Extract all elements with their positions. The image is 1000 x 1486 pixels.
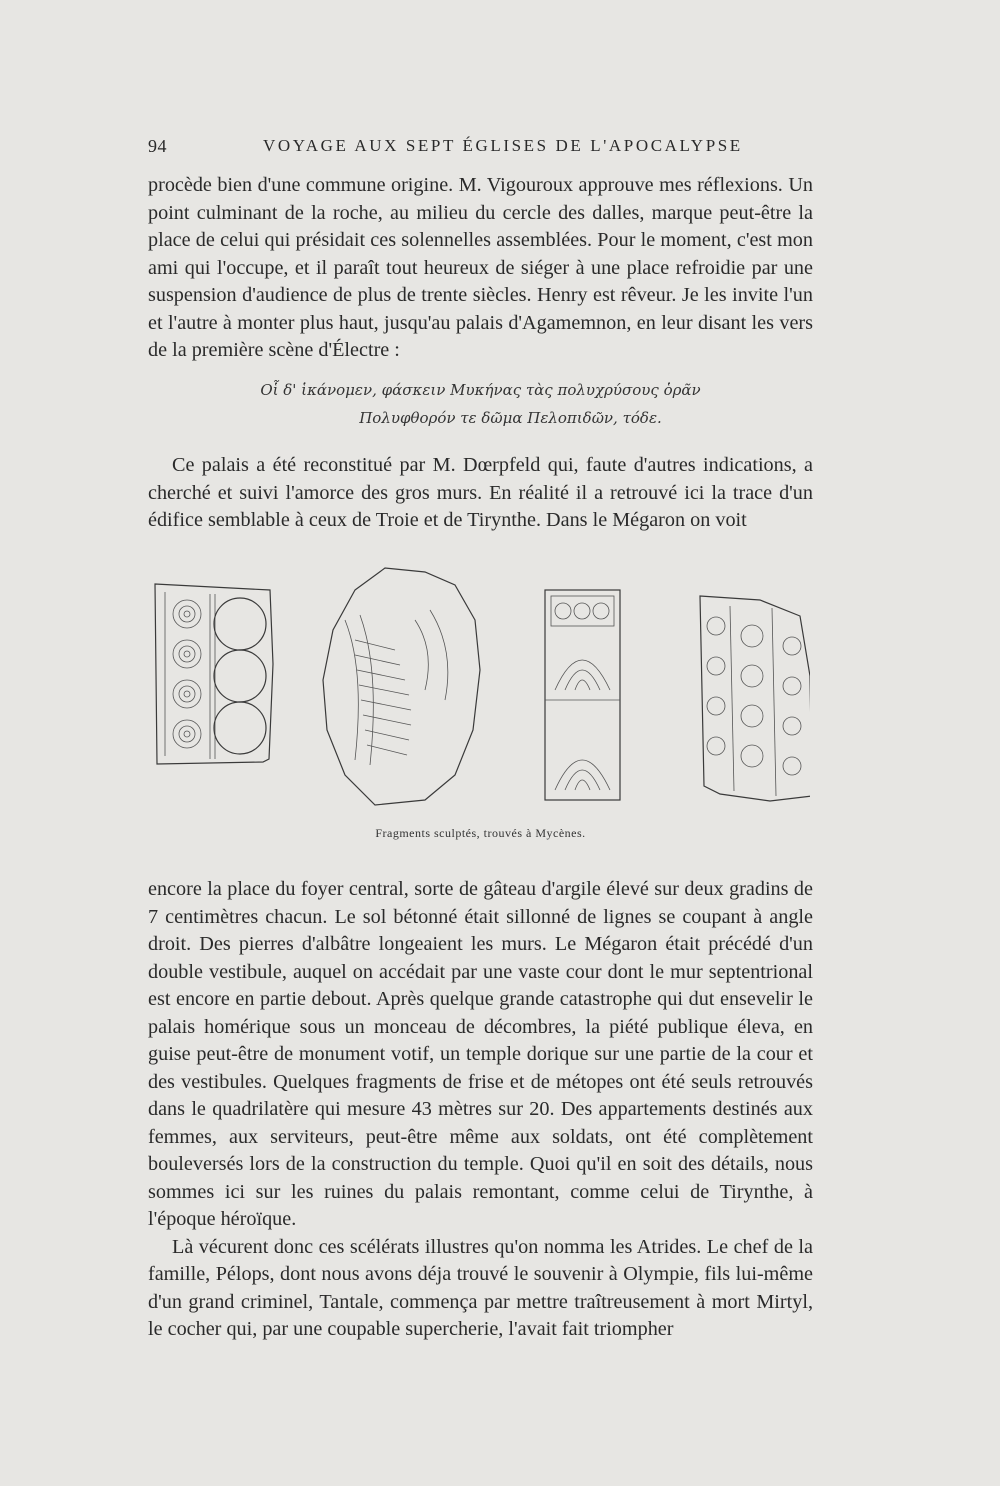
paragraph-4-text: Là vécurent donc ces scélérats illustres qu'on nomma les Atrides. Le chef de la famille, Pélops, dont nous avons déja trouvé le souvenir à Olympie, fils lui-même d'un grand criminel, Tantale, commença par mettre traîtreusement à mort Mirtyl, le cocher qui, par une coupable supercherie, l'avait fait triompher [148,1235,813,1340]
page-header [148,136,813,160]
paragraph-text: encore la place du foyer central, sorte de gâteau d'argile élevé sur deux gradins de 7 centimètres chacun. Le sol bétonné était sillonné de lignes se coupant à angle droit. Des pierres d'albâtre longeaient les murs. Le Mégaron était précédé d'un double vestibule, auquel on accédait par une vaste cour dont le mur septentrional est encore en partie debout. Après quelque grande catastrophe qui dut ensevelir le palais homérique sous un monceau de décombres, la piété publique éleva, en guise peut-être de monument votif, un temple dorique sur une partie de la cour et des vestibules. Quelques fragments de frise et de métopes ont été seuls retrouvés dans le quadrilatère qui mesure 43 mètres sur 20. Des appartements destinés aux femmes, aux serviteurs, peut-être même aux soldats, ont été complètement bouleversés lors de la construction du temple. Quoi qu'il en soit des détails, nous sommes ici sur les ruines du palais remontant, comme celui de Tirynthe, à l'époque héroïque. [148,878,813,1230]
paragraph-text: procède bien d'une commune origine. M. Vigouroux approuve mes réflexions. Un point culminant de la roche, au milieu du cercle des dalles, marque peut-être la place de celui qui présidait ces solennelles assemblées. Pour le moment, c'est mon ami qui l'occupe, et il paraît tout heureux de siéger à une place refroidie par une suspension d'audience de plus de trente siècles. Henry est rêveur. Je les invite l'un et l'autre à monter plus haut, jusqu'au palais d'Agamemnon, en leur disant les vers de la première scène d'Électre : [148,174,813,361]
fragment-3 [545,590,620,800]
fragment-1 [155,584,273,764]
fragment-4 [700,596,810,801]
paragraph-3 [148,876,813,1344]
verse-line-1: Οἷ δ' ἱκάνομεν, φάσκειν Μυκήνας τὰς πολυχρύσους ὁρᾶν [260,381,701,399]
figure-illustration [150,560,810,820]
page-number: 94 [148,136,167,156]
fragment-2 [323,568,480,805]
paragraph-2 [148,452,813,535]
paragraph-1 [148,172,813,365]
figure-caption: Fragments sculptés, trouvés à Mycènes. [375,826,586,840]
paragraph-text: Ce palais a été reconstitué par M. Dœrpfeld qui, faute d'autres indications, a cherché et suivi l'amorce des gros murs. En réalité il a retrouvé ici la trace d'un édifice semblable à ceux de Troie et de Tirynthe. Dans le Mégaron on voit [148,454,813,531]
greek-verse [148,376,813,432]
running-title: VOYAGE AUX SEPT ÉGLISES DE L'APOCALYPSE [263,136,743,155]
verse-line-2: Πολυφθορόν τε δῶμα Πελοπιδῶν, τόδε. [359,409,662,427]
fragments-drawing [150,560,810,820]
